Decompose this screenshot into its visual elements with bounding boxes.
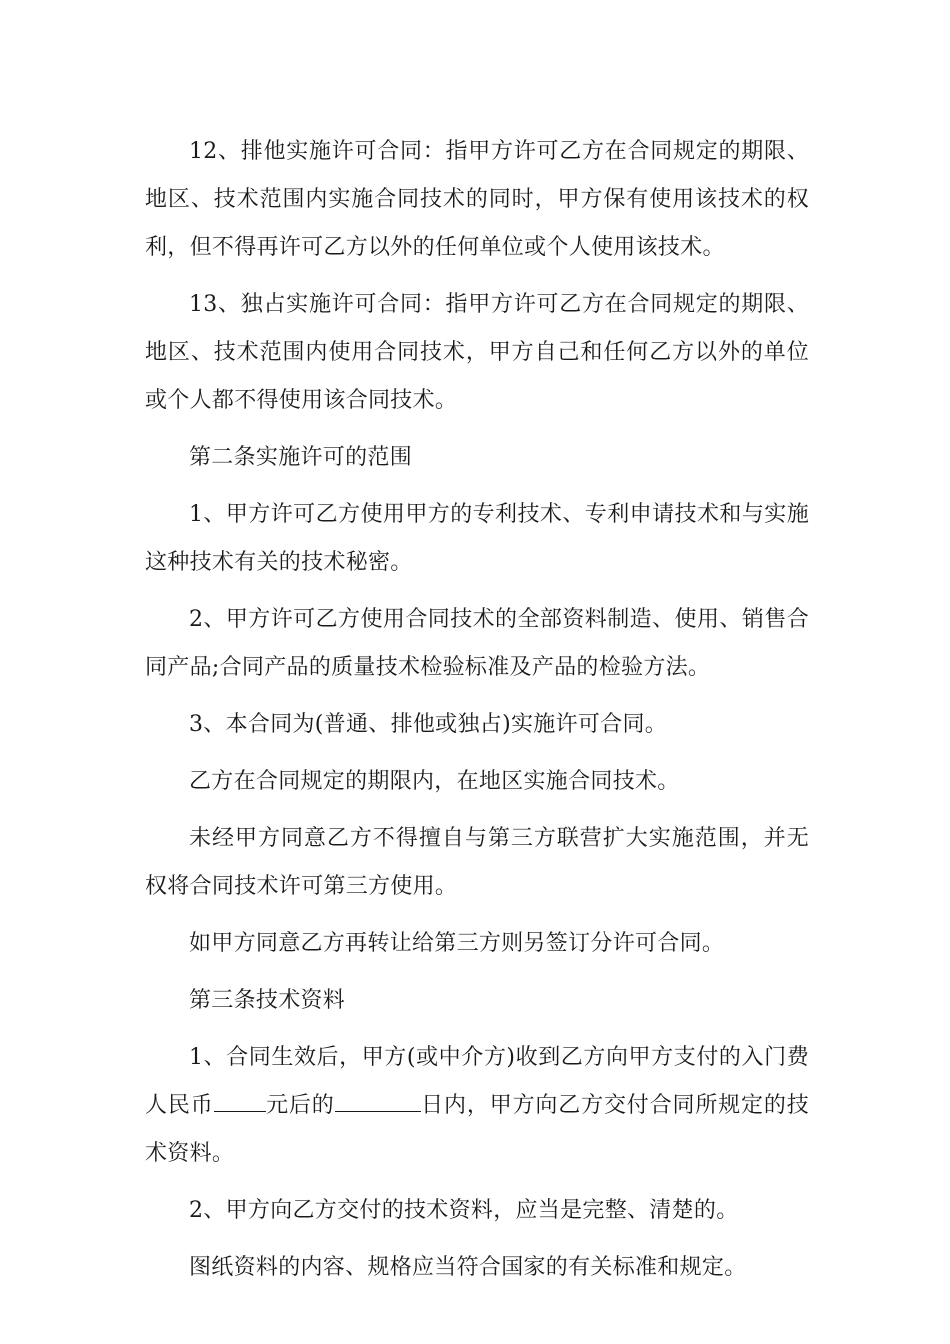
paragraph-sublicense-clause: 如甲方同意乙方再转让给第三方则另签订分许可合同。 [189,931,725,956]
amount-blank [214,1085,266,1112]
technical-data-item-1-part3: 日内，甲方向乙方交付合同所规定的技术资料。 [145,1093,810,1166]
paragraph-region-clause: 乙方在合同规定的期限内，在地区实施合同技术。 [189,769,680,794]
section-heading-technical-data: 第三条技术资料 [189,988,346,1013]
paragraph-technical-data-item-1 [145,1034,809,1178]
days-blank [335,1085,421,1112]
paragraph-drawing-standards: 图纸资料的内容、规格应当符合国家的有关标准和规定。 [189,1255,747,1280]
section-heading-license-scope: 第二条实施许可的范围 [189,445,413,470]
paragraph-exclusive-license-definition: 12、排他实施许可合同：指甲方许可乙方在合同规定的期限、地区、技术范围内实施合同技术的同时，甲方保有使用该技术的权利，但不得再许可乙方以外的任何单位或个人使用该技术。 [145,139,809,260]
paragraph-scope-item-2: 2、甲方许可乙方使用合同技术的全部资料制造、使用、销售合同产品;合同产品的质量技术检验标准及产品的检验方法。 [145,607,809,680]
paragraph-scope-item-3: 3、本合同为(普通、排他或独占)实施许可合同。 [189,712,668,737]
paragraph-scope-item-1: 1、甲方许可乙方使用甲方的专利技术、专利申请技术和与实施这种技术有关的技术秘密。 [145,502,809,575]
document-body [145,128,809,1301]
paragraph-technical-data-item-2: 2、甲方向乙方交付的技术资料，应当是完整、清楚的。 [189,1198,739,1223]
technical-data-item-1-part1: 1、合同生效后，甲方(或中介方)收到乙方向甲方支付的入门费人民币 [145,1045,809,1118]
paragraph-third-party-restriction: 未经甲方同意乙方不得擅自与第三方联营扩大实施范围，并无权将合同技术许可第三方使用。 [145,826,809,899]
technical-data-item-1-part2: 元后的 [265,1093,335,1118]
paragraph-sole-license-definition: 13、独占实施许可合同：指甲方许可乙方在合同规定的期限、地区、技术范围内使用合同技术，甲方自己和任何乙方以外的单位或个人都不得使用该合同技术。 [145,292,809,413]
